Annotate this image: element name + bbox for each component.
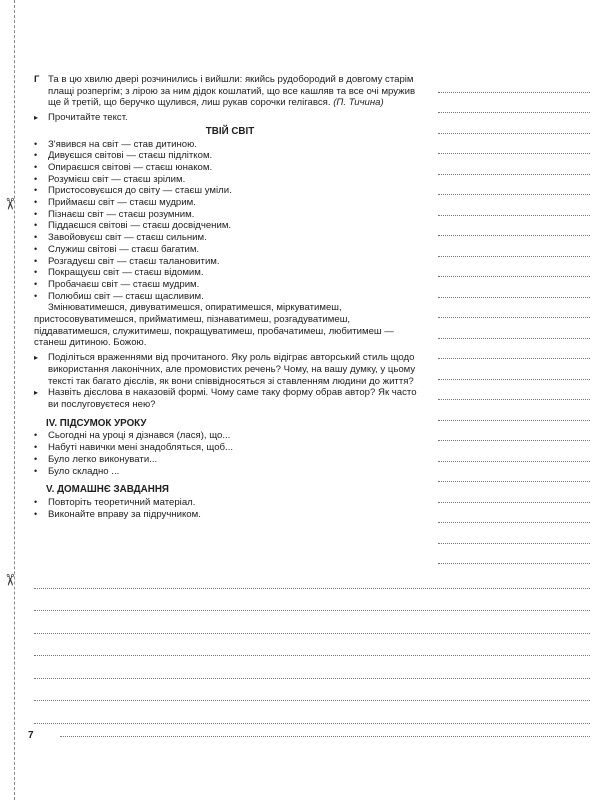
- bullet-icon: •: [34, 185, 38, 196]
- poem-lines: [34, 139, 426, 303]
- bullet-icon: •: [34, 465, 38, 476]
- bullet-icon: •: [34, 150, 38, 161]
- bullet-icon: •: [34, 208, 38, 219]
- task-item: ▸ Назвіть дієслова в наказовій формі. Чому саме таку форму обрав автор? Як часто ви послуговуєтеся нею?: [34, 387, 417, 410]
- bullet-icon: •: [34, 278, 38, 289]
- poem-line: • З'явився на світ — став дитиною.: [34, 138, 197, 150]
- intro-quote: [34, 74, 426, 109]
- bullet-icon: •: [34, 232, 38, 243]
- bullet-icon: •: [34, 243, 38, 254]
- bullet-icon: •: [34, 442, 38, 453]
- list-item: • Набуті навички мені знадобляться, щоб...: [34, 442, 234, 454]
- bullet-icon: •: [34, 197, 38, 208]
- arrow-icon: ▸: [34, 113, 39, 123]
- scissors-icon: ✂: [0, 573, 18, 587]
- poem-line: • Пізнаєш світ — стаєш розумним.: [34, 208, 195, 220]
- bullet-icon: •: [34, 173, 38, 184]
- poem-line: • Опираєшся світові — стаєш юнаком.: [34, 161, 213, 173]
- poem-line: • Завойовуєш світ — стаєш сильним.: [34, 232, 207, 244]
- notes-lines-right[interactable]: [438, 72, 590, 564]
- notes-lines-bottom[interactable]: [34, 566, 590, 724]
- lesson-content: [34, 74, 426, 520]
- list-item: • Повторіть теоретичний матеріал.: [34, 496, 196, 508]
- homework-heading: V. ДОМАШНЄ ЗАВДАННЯ: [46, 484, 169, 496]
- list-item: • Сьогодні на уроці я дізнався (лася), що...: [34, 430, 231, 442]
- bullet-icon: •: [34, 430, 38, 441]
- bullet-icon: •: [34, 496, 38, 507]
- poem-line: • Полюбиш світ — стаєш щасливим.: [34, 290, 204, 302]
- poem-line: • Служиш світові — стаєш багатим.: [34, 243, 200, 255]
- bullet-icon: •: [34, 453, 38, 464]
- bullet-icon: •: [34, 220, 38, 231]
- list-item: • Було легко виконувати...: [34, 453, 158, 465]
- task-item: ▸ Поділіться враженнями від прочитаного. Яку роль відіграє авторський стиль щодо використання лаконічних, але промовистих речень? Чому, на вашу думку, у цьому тексті так багато дієслів, як вони співвідносяться зі ставленням людини до життя?: [34, 352, 416, 387]
- homework-list: [34, 497, 426, 520]
- poem-line: • Приймаєш світ — стаєш мудрим.: [34, 197, 196, 209]
- bullet-icon: •: [34, 138, 38, 149]
- poem-line: • Пробачаєш світ — стаєш мудрим.: [34, 278, 200, 290]
- bullet-icon: •: [34, 508, 38, 519]
- poem-line: • Розумієш світ — стаєш зрілим.: [34, 173, 186, 185]
- list-item: • Було складно ...: [34, 465, 120, 477]
- section-marker: Г: [34, 74, 40, 85]
- poem-line: • Дивуєшся світові — стаєш підлітком.: [34, 150, 213, 162]
- intro-author: (П. Тичина): [333, 97, 384, 109]
- task-read: [34, 112, 426, 124]
- poem-line: • Розгадуєш світ — стаєш талановитим.: [34, 255, 220, 267]
- poem-title: ТВІЙ СВІТ: [205, 125, 255, 137]
- poem-line: • Пристосовуєшся до світу — стаєш уміли.: [34, 185, 232, 197]
- page-number: 7: [28, 730, 34, 741]
- summary-list: [34, 430, 426, 477]
- scissors-icon: ✂: [0, 197, 18, 211]
- arrow-icon: ▸: [34, 353, 39, 363]
- bullet-icon: •: [34, 255, 38, 266]
- bullet-icon: •: [34, 290, 38, 301]
- intro-text: Та в цю хвилю двері розчинились і вийшли: якийсь рудобородий в довгому старім плащі розпергім; з лірою за ним дідок кошлатий, що все кашляв та все очі мружив ще й третій, що беручко щулився, лиш рукав сорочки гелігався.: [48, 74, 416, 109]
- task-read-text: Прочитайте текст.: [48, 112, 128, 124]
- poem-line: • Покращуєш світ — стаєш відомим.: [34, 267, 204, 279]
- bullet-icon: •: [34, 161, 38, 172]
- cut-line: [14, 0, 15, 800]
- poem-line: • Піддаєшся світові — стаєш досвідченим.: [34, 220, 232, 232]
- bullet-icon: •: [34, 267, 38, 278]
- summary-heading: IV. ПІДСУМОК УРОКУ: [46, 417, 147, 429]
- poem-closing: Змінюватимешся, дивуватимешся, опиратимешся, міркуватимеш, пристосовуватимешся, прийматимеш, пізнаватимеш, розгадуватимеш, піддаватимешся, служитимеш, покращуватимеш, пробачатимеш, любитимеш — станеш дитиною. Божою.: [34, 302, 394, 349]
- arrow-icon: ▸: [34, 388, 39, 398]
- notes-line-last[interactable]: [60, 736, 590, 737]
- list-item: • Виконайте вправу за підручником.: [34, 508, 201, 520]
